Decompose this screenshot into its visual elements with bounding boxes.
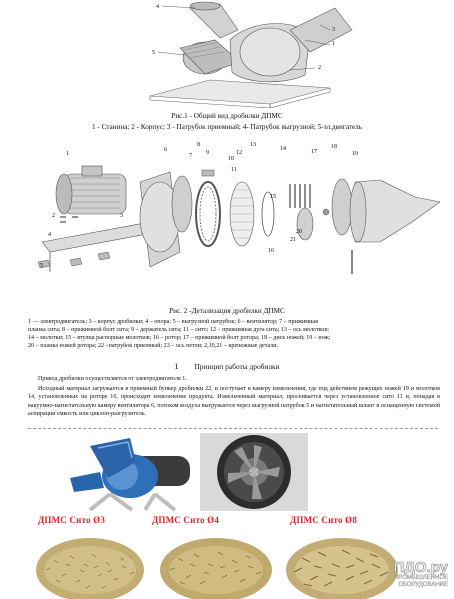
fig2-callout-14: 14: [280, 146, 287, 152]
fig1-callout-5: 5: [152, 50, 156, 56]
divider: [28, 428, 438, 429]
fig2-callout-5: 5: [40, 263, 44, 269]
sample-label-sieve-4: ДПМС Сито Ø4: [152, 515, 220, 525]
fig2-callout-13: 13: [250, 142, 257, 148]
fig2-callout-17: 17: [311, 149, 318, 155]
fig2-legend-line: 1 — электродвигатель; 3 – корпус дробилки; 4 – опора; 5 – выгрузной патрубок; 6 – вентилятор; 7 – прижимная: [28, 319, 318, 325]
section-heading: [0, 362, 454, 371]
watermark-main: ПДО.ру: [393, 559, 448, 576]
section-title: Принцип работы дробилки: [194, 362, 280, 371]
fig2-legend-line: 14 – молотки; 15 – втулки распорные молотков; 16 – ротор; 17 – прижимной болт ротора; 18 – диск ножей; 19 – нож;: [28, 335, 331, 342]
fig2-callout-6: 6: [164, 147, 168, 153]
watermark-sub2: ОБОРУДОВАНИЕ: [398, 582, 448, 588]
fig2-legend: [28, 318, 438, 350]
fig2-callout-19: 19: [352, 151, 359, 157]
fig2-callout-18: 18: [331, 144, 338, 150]
grain-sample-sieve-4-photo: [160, 530, 272, 599]
fig2-callout-16: 16: [268, 248, 275, 254]
fig1-caption: Рис.1 - Общий вид дробилки ДПМС: [171, 112, 283, 120]
fig2-callout-1: 1: [66, 151, 70, 157]
sample-label-sieve-8: ДПМС Сито Ø8: [290, 515, 358, 525]
watermark-logo: [338, 560, 448, 589]
watermark-sub1: ПРОМЫШЛЕННОЕ: [394, 575, 448, 581]
figure-1-general-view: [120, 0, 360, 108]
fig2-callout-11: 11: [231, 167, 237, 173]
fig2-callout-7: 7: [189, 153, 193, 159]
fig2-callout-4: 4: [48, 232, 52, 238]
grain-sample-sieve-3-photo: [36, 530, 144, 599]
fig2-callout-20: 20: [296, 229, 303, 235]
fig2-callout-12: 12: [236, 150, 243, 156]
section-number: 1: [174, 362, 179, 371]
fig2-callout-2: 2: [52, 213, 56, 219]
section-paragraph-1: Привод дробилки осуществляется от электродвигателя 1.: [38, 376, 187, 382]
fig2-callout-8: 8: [197, 142, 201, 148]
fig2-legend-line: планка сита; 8 – прижимной болт сита; 9 – держатель сита; 11 – сито; 12 – прижимная дуга сита; 13 – ось молотков;: [28, 327, 329, 334]
sample-label-sieve-3: ДПМС Сито Ø3: [38, 515, 106, 525]
fig1-callout-1: 1: [332, 41, 336, 47]
section-paragraph-2: Исходный материал загружается в приемный бункер дробилки 22, и поступает в камеру измельчения, где под действием режущих ножей 19 и молотков 14, установленных на роторе 16, происходит измельчение продукта. Измельченный материал, просеивается через установленное сито 11 и, попадая в вакуумно-нагнетательную камеру вентилятора 6, потоком воздуха выгружается через выгрузной патрубок 5 и нагнетательный шланг в оснащенную системой аспирации емкость или циклон-разгрузитель.: [28, 386, 440, 417]
fig2-callout-9: 9: [206, 150, 210, 156]
machine-photo: [60, 432, 202, 512]
fig2-callout-10: 10: [228, 156, 235, 162]
fig2-legend-line: 20 – планка ножей ротора; 22 –патрубок приемный; 23 – ось петли; 2,10,21 – крепежные детали.: [28, 343, 279, 350]
fig2-callout-21: 21: [290, 237, 297, 243]
fig1-callout-2: 2: [318, 65, 322, 71]
rotor-photo: [200, 433, 308, 511]
fig1-callout-4: 4: [156, 4, 160, 10]
figure-2-exploded-view: [20, 142, 440, 302]
fig1-callout-3: 3: [332, 27, 336, 33]
fig1-legend: 1 - Станина; 2 - Корпус; 3 - Патрубок приемный; 4- Патрубок выгрузной; 5-эл.двигатель: [91, 123, 363, 131]
fig2-callout-3: 3: [120, 213, 124, 219]
fig2-callout-15: 15: [270, 194, 277, 200]
fig2-caption: Рис. 2 -Детализация дробилки ДПМС: [169, 307, 285, 315]
